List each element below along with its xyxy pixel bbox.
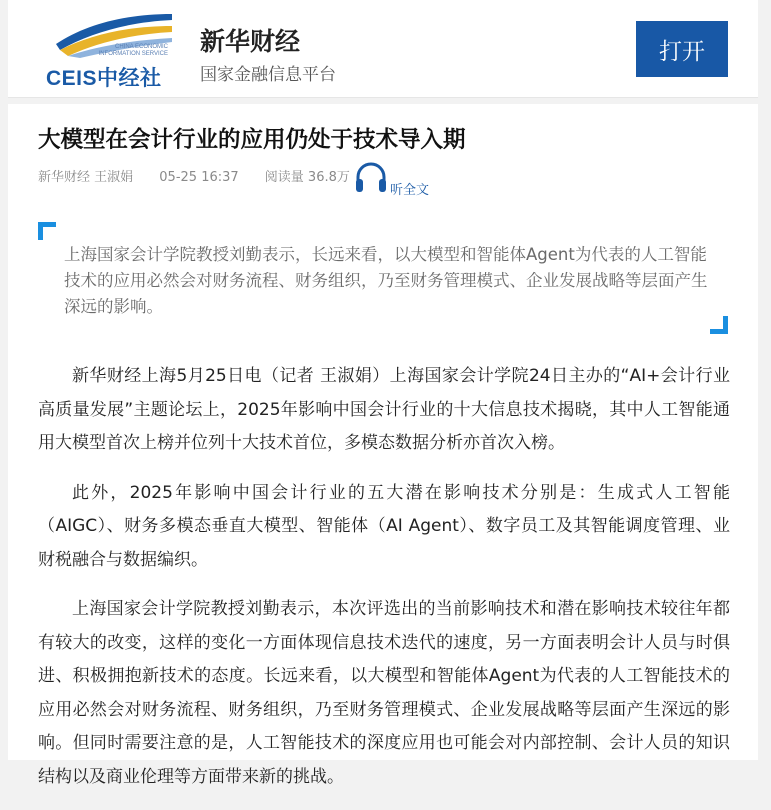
publish-datetime: 05-25 16:37 bbox=[159, 170, 239, 185]
article-summary bbox=[38, 222, 728, 334]
app-banner bbox=[8, 0, 758, 98]
listen-label[interactable]: 听全文 bbox=[390, 183, 430, 198]
source-author: 新华财经 王淑娟 bbox=[38, 170, 134, 185]
listen-button[interactable] bbox=[354, 159, 444, 198]
app-name: 新华财经 bbox=[200, 27, 301, 56]
article-body bbox=[38, 360, 730, 810]
quote-close-mark bbox=[710, 316, 728, 334]
headphones-icon bbox=[354, 159, 388, 195]
article-meta bbox=[38, 166, 372, 185]
article-card bbox=[8, 104, 758, 787]
read-count: 阅读量 36.8万 bbox=[264, 170, 350, 185]
article-title: 大模型在会计行业的应用仍处于技术导入期 bbox=[38, 127, 466, 153]
paragraph: 新华财经上海5月25日电（记者 王淑娟）上海国家会计学院24日主办的“AI+会计行业高质量发展”主题论坛上，2025年影响中国会计行业的十大信息技术揭晓，其中人工智能通用大模型首次上榜并位列十大技术首位，多模态数据分析亦首次入榜。 bbox=[38, 366, 730, 453]
quote-open-mark bbox=[38, 222, 56, 240]
ceis-logo bbox=[46, 10, 176, 90]
open-app-button[interactable]: 打开 bbox=[636, 21, 728, 77]
summary-text: 上海国家会计学院教授刘勤表示，长远来看，以大模型和智能体Agent为代表的人工智能技术的应用必然会对财务流程、财务组织，乃至财务管理模式、企业发展战略等层面产生深远的影响。 bbox=[64, 245, 708, 316]
app-tagline: 国家金融信息平台 bbox=[200, 65, 336, 85]
paragraph: 上海国家会计学院教授刘勤表示，本次评选出的当前影响技术和潜在影响技术较往年都有较大的改变，这样的变化一方面体现信息技术迭代的速度，另一方面表明会计人员与时俱进、积极拥抱新技术的态度。长远来看，以大模型和智能体Agent为代表的人工智能技术的应用必然会对财务流程、财务组织，乃至财务管理模式、企业发展战略等层面产生深远的影响。但同时需要注意的是，人工智能技术的深度应用也可能会对内部控制、会计人员的知识结构以及商业伦理等方面带来新的挑战。 bbox=[38, 599, 730, 787]
logo-english-text: CHINA ECONOMIC INFORMATION SERVICE bbox=[98, 44, 168, 57]
logo-text: CEIS中经社 bbox=[46, 67, 162, 90]
paragraph: 此外，2025年影响中国会计行业的五大潜在影响技术分别是：生成式人工智能（AIGC）、财务多模态垂直大模型、智能体（AI Agent）、数字员工及其智能调度管理、业财税融合与数据编织。 bbox=[38, 482, 730, 570]
